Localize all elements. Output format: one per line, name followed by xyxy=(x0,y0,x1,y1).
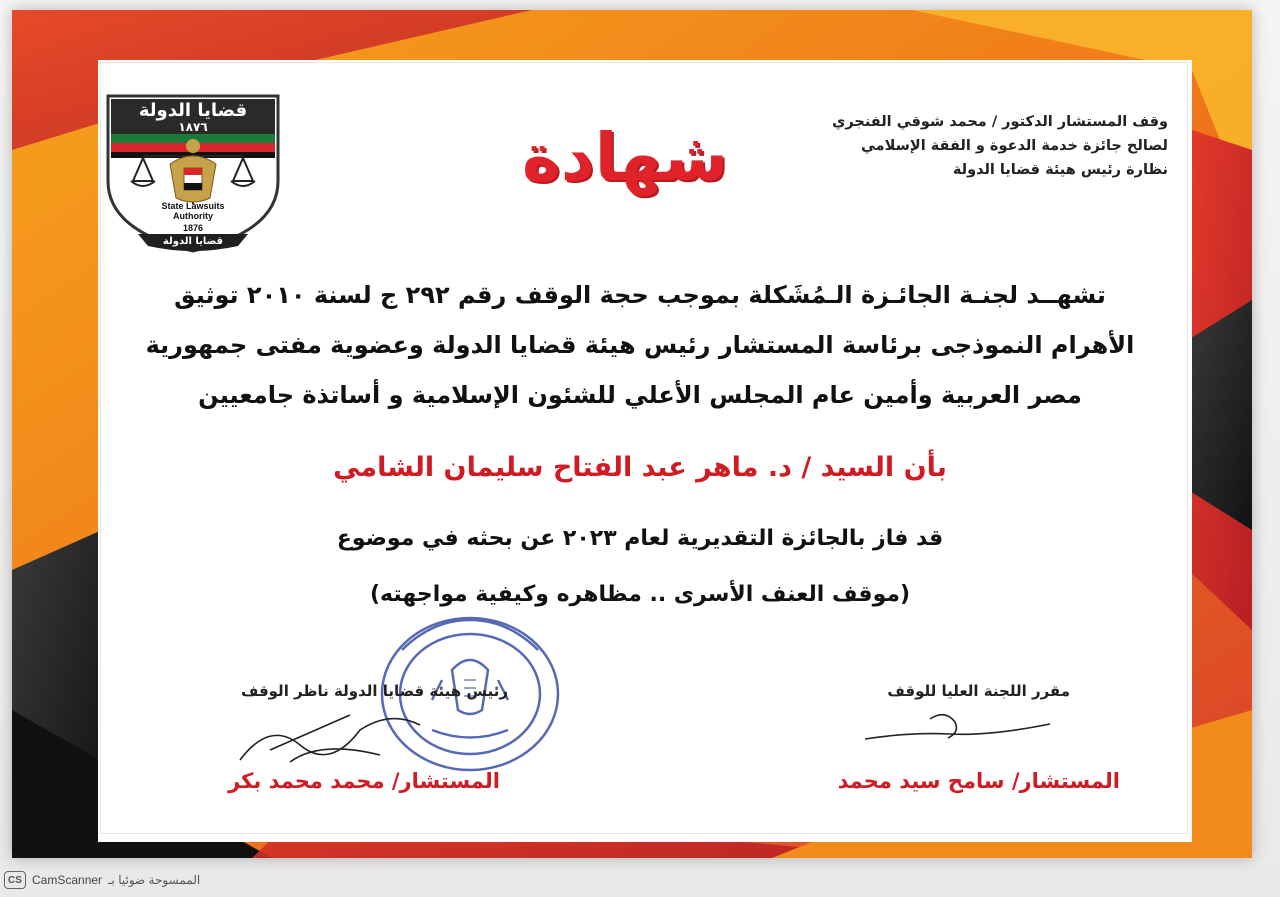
camscanner-footer xyxy=(4,868,200,892)
research-topic: (موقف العنف الأسرى .. مظاهره وكيفية مواجهته) xyxy=(369,582,911,607)
body-line-1: تشهــد لجنـة الجائـزة الـمُشَكلة بموجب حجة الوقف رقم ٢٩٢ ج لسنة ٢٠١٠ توثيق xyxy=(174,281,1106,309)
header-line-3: نظارة رئيس هيئة قضايا الدولة xyxy=(952,162,1168,178)
camscanner-arabic-note: الممسوحة ضوئيا بـ xyxy=(108,873,201,887)
camscanner-logo-icon: CS xyxy=(4,871,26,889)
certificate-body xyxy=(130,270,1150,420)
header-waqf-info xyxy=(808,110,1168,182)
left-signatory-role: رئيس هيئة قضايا الدولة ناظر الوقف xyxy=(240,682,508,700)
left-signatory-name: المستشار/ محمد محمد بكر xyxy=(228,769,500,793)
logo-year: 1876 xyxy=(182,223,204,233)
header-line-1: وقف المستشار الدكتور / محمد شوقي الفنجري xyxy=(832,114,1168,130)
recipient-name: بأن السيد / د. ماهر عبد الفتاح سليمان الشامي xyxy=(333,452,947,483)
logo-year-arabic: ١٨٧٦ xyxy=(178,120,208,134)
left-signature-scribble xyxy=(230,700,430,770)
logo-arabic-top: قضايا الدولة xyxy=(138,100,248,121)
right-signatory-role: مقرر اللجنة العليا للوقف xyxy=(887,682,1070,700)
body-line-3: مصر العربية وأمين عام المجلس الأعلي للشئون الإسلامية و أساتذة جامعيين xyxy=(198,381,1082,409)
logo-english-line2: Authority xyxy=(173,211,213,221)
state-lawsuits-authority-logo xyxy=(98,86,288,256)
right-signatory-name: المستشار/ سامح سيد محمد xyxy=(837,769,1120,793)
logo-english-line1: State Lawsuits xyxy=(161,201,225,211)
logo-arabic-bottom: قضايا الدولة xyxy=(162,236,224,247)
certificate-title: شهادة xyxy=(521,119,729,196)
right-signature-scribble xyxy=(860,704,1060,764)
body-line-2: الأهرام النموذجى برئاسة المستشار رئيس هيئة قضايا الدولة وعضوية مفتى جمهورية xyxy=(145,331,1135,359)
camscanner-brand: CamScanner xyxy=(32,873,103,887)
header-line-2: لصالح جائزة خدمة الدعوة و الفقة الإسلامي xyxy=(861,138,1168,154)
award-statement: قد فاز بالجائزة التقديرية لعام ٢٠٢٣ عن بحثه في موضوع xyxy=(336,526,944,551)
